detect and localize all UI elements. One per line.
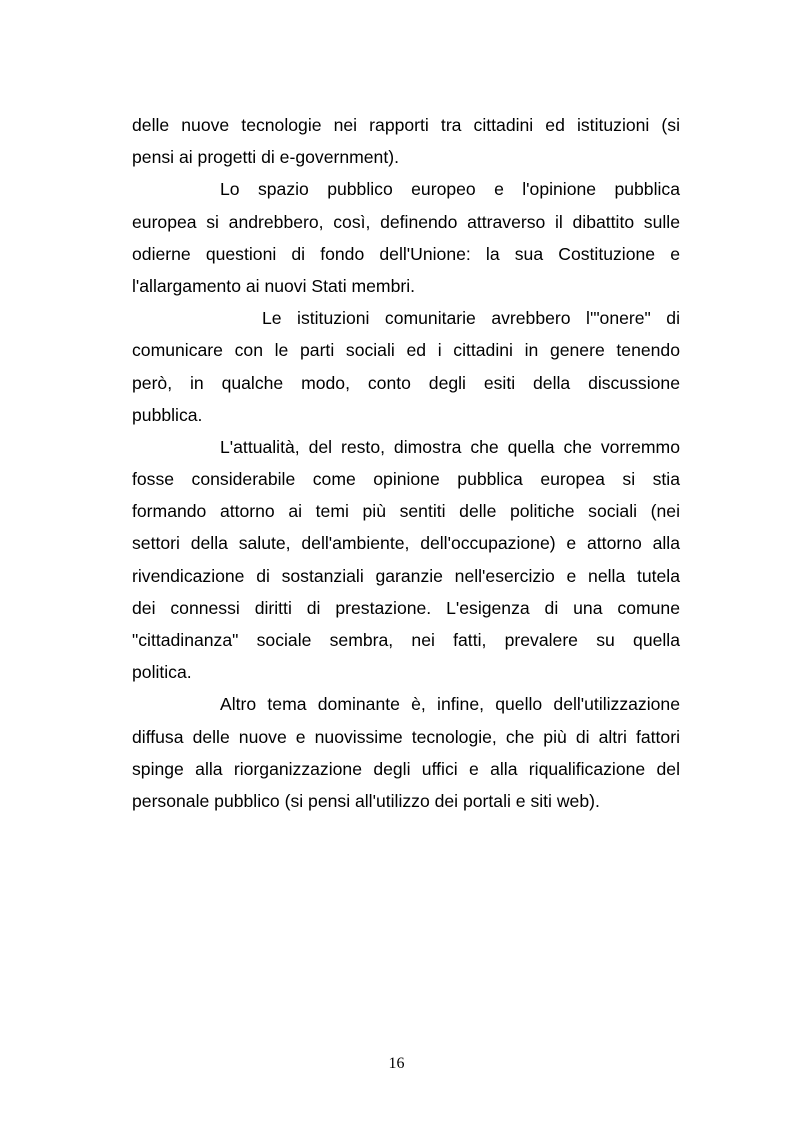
paragraph	[132, 431, 680, 689]
text-line: però, in qualche modo, conto degli esiti della discussione	[132, 372, 680, 393]
paragraph	[132, 173, 680, 302]
text-line: "cittadinanza" sociale sembra, nei fatti, prevalere su quella	[132, 630, 680, 650]
text-line: fosse considerabile come opinione pubblica europea si stia	[132, 469, 680, 490]
text-line: formando attorno ai temi più sentiti delle politiche sociali (nei	[132, 501, 680, 522]
text-line: spinge alla riorganizzazione degli uffici e alla riqualificazione del	[132, 758, 680, 779]
text-line: comunicare con le parti sociali ed i cittadini in genere tenendo	[132, 340, 680, 361]
text-line: diffusa delle nuove e nuovissime tecnologie, che più di altri fattori	[132, 726, 680, 747]
paragraph	[132, 688, 680, 817]
text-line: L'attualità, del resto, dimostra che quella che vorremmo	[220, 436, 680, 457]
paragraph	[132, 302, 680, 431]
text-line: Altro tema dominante è, infine, quello dell'utilizzazione	[220, 694, 680, 715]
paragraph	[132, 109, 680, 173]
text-line: l'allargamento ai nuovi Stati membri.	[132, 275, 416, 296]
text-line: rivendicazione di sostanziali garanzie nell'esercizio e nella tutela	[132, 565, 680, 586]
text-line: europea si andrebbero, così, definendo attraverso il dibattito sulle	[132, 211, 680, 232]
text-line: pubblica.	[132, 404, 203, 425]
text-line: pensi ai progetti di e-government).	[132, 147, 399, 168]
text-line: politica.	[132, 662, 192, 683]
document-body	[132, 109, 680, 817]
text-line: Le istituzioni comunitarie avrebbero l'"onere" di	[262, 308, 680, 329]
text-line: personale pubblico (si pensi all'utilizzo dei portali e siti web).	[132, 790, 600, 811]
text-line: delle nuove tecnologie nei rapporti tra cittadini ed istituzioni (si	[132, 115, 680, 135]
text-line: dei connessi diritti di prestazione. L'esigenza di una comune	[132, 597, 680, 618]
text-line: settori della salute, dell'ambiente, dell'occupazione) e attorno alla	[132, 533, 680, 554]
text-line: odierne questioni di fondo dell'Unione: la sua Costituzione e	[132, 243, 680, 264]
page-number: 16	[388, 1055, 405, 1072]
text-line: Lo spazio pubblico europeo e l'opinione pubblica	[220, 179, 680, 200]
